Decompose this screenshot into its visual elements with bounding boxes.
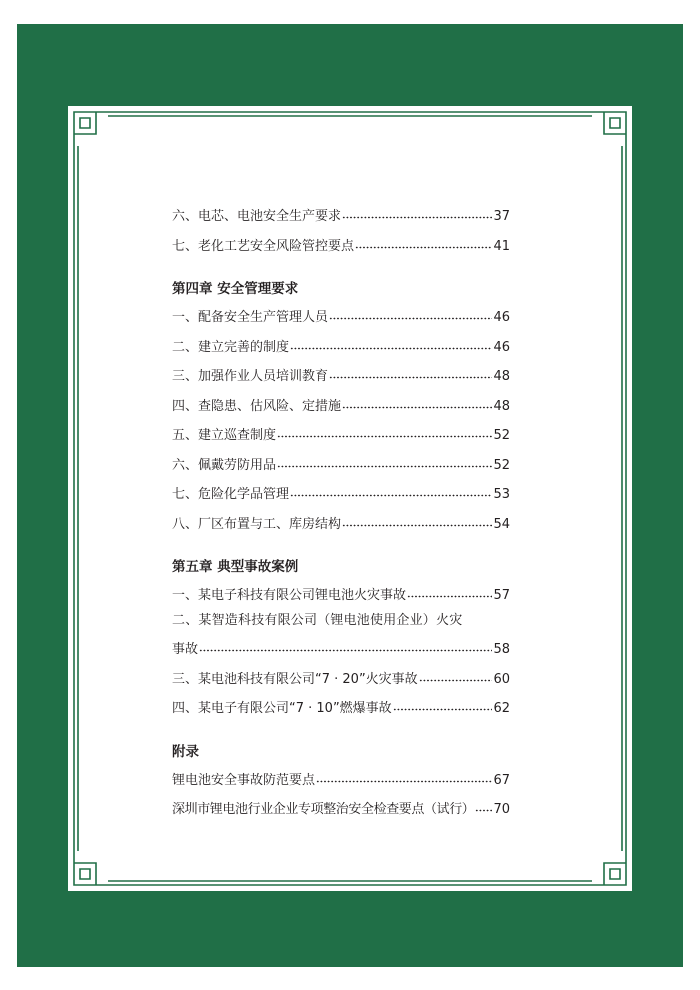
toc-entry-title: 一、配备安全生产管理人员 [172, 310, 329, 325]
toc-entry[interactable] [172, 793, 510, 823]
toc-leader-dots [342, 508, 492, 528]
toc-entry-page: 70 [493, 802, 510, 817]
toc-leader-dots [342, 200, 492, 220]
toc-leader-dots [290, 331, 492, 351]
toc-entry[interactable] [172, 633, 510, 663]
toc-entry-title: 二、建立完善的制度 [172, 339, 290, 355]
toc-leader-dots [290, 478, 492, 498]
toc-entry[interactable] [172, 478, 510, 508]
toc-entry[interactable] [172, 301, 510, 331]
toc-entry-page: 48 [493, 398, 510, 414]
toc-entry-title: 一、某电子科技有限公司锂电池火灾事故 [172, 588, 407, 603]
toc-entry[interactable] [172, 764, 510, 794]
toc-entry[interactable] [172, 449, 510, 479]
toc-leader-dots [277, 419, 492, 439]
toc-entry[interactable] [172, 230, 510, 260]
frame-line-left [74, 146, 78, 851]
toc-leader-dots [407, 579, 492, 599]
toc-entry-title: 八、厂区布置与工、库房结构 [172, 516, 342, 532]
toc-entry-title: 三、某电池科技有限公司“7 · 20”火灾事故 [172, 671, 418, 687]
chapter-heading: 第四章 安全管理要求 [172, 281, 299, 297]
frame-line-right [622, 146, 626, 851]
toc-leader-dots [199, 633, 492, 653]
table-of-contents [172, 200, 510, 823]
toc-entry-page: 67 [493, 772, 510, 788]
toc-leader-dots [475, 793, 492, 813]
corner-ornament-top-right [592, 112, 626, 146]
toc-entry-page: 54 [493, 516, 510, 532]
toc-entry-title-line2: 事故 [172, 642, 199, 657]
toc-entry-title-line1[interactable]: 二、某智造科技有限公司（锂电池使用企业）火灾 [172, 612, 463, 628]
toc-entry-title: 六、佩戴劳防用品 [172, 457, 277, 473]
frame-line-bottom [108, 881, 592, 885]
toc-leader-dots [342, 390, 492, 410]
toc-entry-title: 三、加强作业人员培训教育 [172, 369, 329, 384]
toc-entry-page: 46 [493, 310, 510, 325]
toc-entry-page: 57 [493, 588, 510, 603]
chapter-heading: 第五章 典型事故案例 [172, 559, 299, 575]
toc-entry-page: 37 [493, 209, 510, 224]
toc-entry-title: 七、老化工艺安全风险管控要点 [172, 238, 355, 254]
toc-entry-page: 62 [493, 701, 510, 716]
toc-entry-page: 60 [493, 671, 510, 687]
toc-entry[interactable] [172, 419, 510, 449]
toc-entry[interactable] [172, 360, 510, 390]
toc-entry-title: 六、电芯、电池安全生产要求 [172, 209, 342, 224]
toc-entry-page: 58 [493, 642, 510, 657]
toc-entry-title: 锂电池安全事故防范要点 [172, 772, 316, 788]
toc-entry-page: 46 [493, 339, 510, 355]
toc-entry-page: 41 [493, 238, 510, 254]
toc-leader-dots [277, 449, 492, 469]
corner-ornament-bottom-left [74, 851, 108, 885]
toc-entry-title: 七、危险化学品管理 [172, 487, 290, 502]
toc-entry[interactable] [172, 200, 510, 230]
toc-entry[interactable] [172, 663, 510, 693]
toc-leader-dots [419, 663, 493, 683]
toc-entry-title: 四、查隐患、估风险、定措施 [172, 398, 342, 414]
toc-leader-dots [316, 764, 492, 784]
toc-entry-title: 四、某电子有限公司“7 · 10”燃爆事故 [172, 701, 392, 716]
toc-entry[interactable] [172, 508, 510, 538]
toc-entry[interactable] [172, 692, 510, 722]
toc-entry-title: 深圳市锂电池行业企业专项整治安全检查要点（试行） [172, 802, 475, 817]
toc-entry-page: 52 [493, 428, 510, 443]
frame-line-top [108, 112, 592, 116]
toc-leader-dots [329, 360, 492, 380]
toc-leader-dots [329, 301, 492, 321]
toc-entry-title: 五、建立巡查制度 [172, 428, 277, 443]
appendix-heading: 附录 [172, 743, 199, 760]
toc-entry-page: 48 [493, 369, 510, 384]
toc-entry[interactable] [172, 579, 510, 609]
toc-entry[interactable] [172, 390, 510, 420]
toc-leader-dots [393, 692, 493, 712]
corner-ornament-bottom-right [592, 851, 626, 885]
toc-leader-dots [355, 230, 492, 250]
corner-ornament-top-left [74, 112, 108, 146]
toc-entry[interactable] [172, 331, 510, 361]
toc-entry-page: 52 [493, 457, 510, 473]
toc-entry-page: 53 [493, 487, 510, 502]
